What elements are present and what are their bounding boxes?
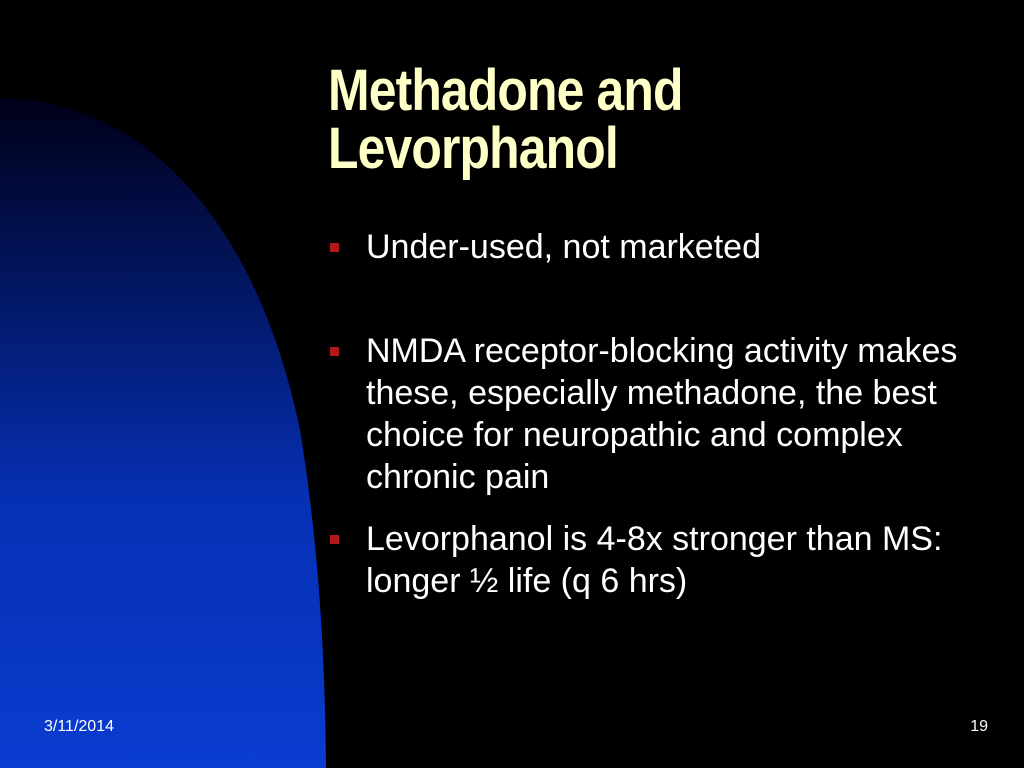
bullet-item — [328, 330, 978, 498]
bullet-text: NMDA receptor-blocking activity makes these, especially methadone, the best choice for neuropathic and complex chronic pain — [366, 332, 958, 496]
bullet-square-icon — [330, 243, 339, 252]
bullet-item — [328, 518, 978, 602]
slide-number: 19 — [970, 718, 988, 735]
footer-date: 3/11/2014 — [44, 718, 114, 735]
bullet-list — [328, 226, 978, 602]
bullet-square-icon — [330, 535, 339, 544]
bullet-item — [328, 226, 978, 268]
bullet-text: Levorphanol is 4-8x stronger than MS: longer ½ life (q 6 hrs) — [366, 520, 943, 600]
bullet-text: Under-used, not marketed — [366, 228, 761, 266]
slide-title — [328, 58, 913, 181]
title-line-1: Methadone and — [328, 58, 683, 123]
title-line-2: Levorphanol — [328, 116, 618, 181]
bullet-square-icon — [330, 347, 339, 356]
